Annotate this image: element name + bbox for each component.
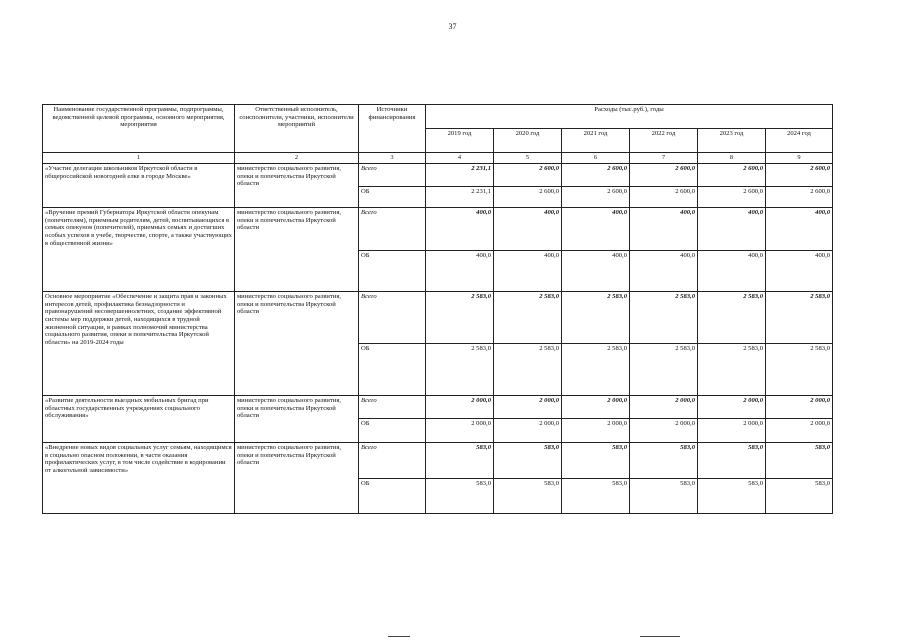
column-number: 8 <box>698 153 766 164</box>
ob-value: 2 000,0 <box>766 419 833 443</box>
total-value: 2 583,0 <box>630 292 698 344</box>
ob-value: 2 000,0 <box>698 419 766 443</box>
column-number: 4 <box>426 153 494 164</box>
ob-value: 2 000,0 <box>630 419 698 443</box>
budget-table <box>42 104 833 514</box>
responsible-executor: министерство социального развития, опеки и попечительства Иркутской области <box>235 292 359 396</box>
responsible-executor: министерство социального развития, опеки и попечительства Иркутской области <box>235 208 359 292</box>
funding-source-ob: ОБ <box>359 251 426 292</box>
page-number: 37 <box>448 22 457 31</box>
program-name: Основное мероприятие «Обеспечение и защита прав и законных интересов детей, профилактика безнадзорности и правонарушений несовершеннолетних, создание эффективной системы мер поддержки детей, находящихся в трудной жизненной ситуации, в рамках полномочий министерства социального развития, опеки и попечительства Иркутской области» на 2019-2024 годы <box>43 292 235 396</box>
ob-value: 2 000,0 <box>562 419 630 443</box>
total-value: 400,0 <box>698 208 766 251</box>
total-value: 2 583,0 <box>698 292 766 344</box>
total-value: 583,0 <box>426 443 494 479</box>
total-value: 2 000,0 <box>698 396 766 419</box>
program-name: «Вручение премий Губернатора Иркутской области опекунам (попечителям), приемным родителям, детей, воспитывающихся в семьях опекунов (попечителей), приемных семьях и достигших особых успехов в учебе, творчестве, спорте, а также участвующих в общественной жизни» <box>43 208 235 292</box>
total-value: 2 600,0 <box>562 164 630 187</box>
total-value: 2 600,0 <box>630 164 698 187</box>
column-number: 3 <box>359 153 426 164</box>
ob-value: 2 231,1 <box>426 187 494 208</box>
total-value: 2 000,0 <box>562 396 630 419</box>
total-value: 2 583,0 <box>766 292 833 344</box>
total-value: 2 583,0 <box>494 292 562 344</box>
program-name: «Участие делегации школьников Иркутской области в общероссийской новогодней елке в городе Москве» <box>43 164 235 208</box>
header-year: 2021 год <box>562 129 630 153</box>
funding-source-total: Всего <box>359 208 426 251</box>
column-number: 7 <box>630 153 698 164</box>
ob-value: 400,0 <box>426 251 494 292</box>
header-year: 2020 год <box>494 129 562 153</box>
funding-source-total: Всего <box>359 164 426 187</box>
ob-value: 2 600,0 <box>766 187 833 208</box>
ob-value: 583,0 <box>562 479 630 514</box>
ob-value: 2 583,0 <box>698 344 766 396</box>
total-value: 2 600,0 <box>494 164 562 187</box>
ob-value: 2 583,0 <box>494 344 562 396</box>
funding-source-ob: ОБ <box>359 344 426 396</box>
ob-value: 2 583,0 <box>562 344 630 396</box>
ob-value: 400,0 <box>698 251 766 292</box>
total-value: 400,0 <box>630 208 698 251</box>
total-value: 400,0 <box>562 208 630 251</box>
total-value: 2 000,0 <box>426 396 494 419</box>
total-value: 2 000,0 <box>766 396 833 419</box>
header-responsible: Ответственный исполнитель, соисполнители, участники, исполнители мероприятий <box>235 105 359 153</box>
ob-value: 2 583,0 <box>426 344 494 396</box>
header-year: 2023 год <box>698 129 766 153</box>
total-value: 400,0 <box>494 208 562 251</box>
column-number: 1 <box>43 153 235 164</box>
header-year: 2019 год <box>426 129 494 153</box>
column-number: 9 <box>766 153 833 164</box>
ob-value: 2 600,0 <box>698 187 766 208</box>
responsible-executor: министерство социального развития, опеки и попечительства Иркутской области <box>235 396 359 443</box>
funding-source-total: Всего <box>359 292 426 344</box>
header-year: 2024 год <box>766 129 833 153</box>
funding-source-total: Всего <box>359 443 426 479</box>
responsible-executor: министерство социального развития, опеки и попечительства Иркутской области <box>235 164 359 208</box>
header-year: 2022 год <box>630 129 698 153</box>
funding-source-ob: ОБ <box>359 419 426 443</box>
funding-source-total: Всего <box>359 396 426 419</box>
ob-value: 2 600,0 <box>562 187 630 208</box>
ob-value: 2 600,0 <box>630 187 698 208</box>
total-value: 2 583,0 <box>426 292 494 344</box>
ob-value: 2 000,0 <box>426 419 494 443</box>
total-value: 583,0 <box>630 443 698 479</box>
total-value: 2 583,0 <box>562 292 630 344</box>
ob-value: 400,0 <box>630 251 698 292</box>
ob-value: 2 583,0 <box>766 344 833 396</box>
ob-value: 583,0 <box>698 479 766 514</box>
total-value: 2 600,0 <box>766 164 833 187</box>
ob-value: 583,0 <box>630 479 698 514</box>
column-number: 5 <box>494 153 562 164</box>
total-value: 583,0 <box>766 443 833 479</box>
ob-value: 583,0 <box>494 479 562 514</box>
ob-value: 2 583,0 <box>630 344 698 396</box>
total-value: 2 000,0 <box>494 396 562 419</box>
total-value: 583,0 <box>698 443 766 479</box>
column-number: 6 <box>562 153 630 164</box>
total-value: 400,0 <box>426 208 494 251</box>
funding-source-ob: ОБ <box>359 479 426 514</box>
total-value: 2 000,0 <box>630 396 698 419</box>
total-value: 583,0 <box>494 443 562 479</box>
ob-value: 400,0 <box>494 251 562 292</box>
total-value: 2 231,1 <box>426 164 494 187</box>
ob-value: 583,0 <box>426 479 494 514</box>
header-program-name: Наименование государственной программы, подпрограммы, ведомственной целевой программы, основного мероприятия, мероприятия <box>43 105 235 153</box>
total-value: 2 600,0 <box>698 164 766 187</box>
ob-value: 400,0 <box>766 251 833 292</box>
ob-value: 2 600,0 <box>494 187 562 208</box>
program-name: «Развитие деятельности выездных мобильных бригад при областных государственных учреждениях социального обслуживания» <box>43 396 235 443</box>
total-value: 583,0 <box>562 443 630 479</box>
scan-artifact-line <box>388 636 410 637</box>
ob-value: 583,0 <box>766 479 833 514</box>
header-funding-source: Источники финансирования <box>359 105 426 153</box>
program-name: «Внедрение новых видов социальных услуг семьям, находящимся в социально опасном положении, в части оказания профилактических услуг, в том числе содействие в кодировании от алкогольной зависимости» <box>43 443 235 514</box>
ob-value: 400,0 <box>562 251 630 292</box>
column-number: 2 <box>235 153 359 164</box>
ob-value: 2 000,0 <box>494 419 562 443</box>
responsible-executor: министерство социального развития, опеки и попечительства Иркутской области <box>235 443 359 514</box>
total-value: 400,0 <box>766 208 833 251</box>
scan-artifact-line <box>640 636 680 637</box>
funding-source-ob: ОБ <box>359 187 426 208</box>
header-expenses: Расходы (тыс.руб.), годы <box>426 105 833 129</box>
